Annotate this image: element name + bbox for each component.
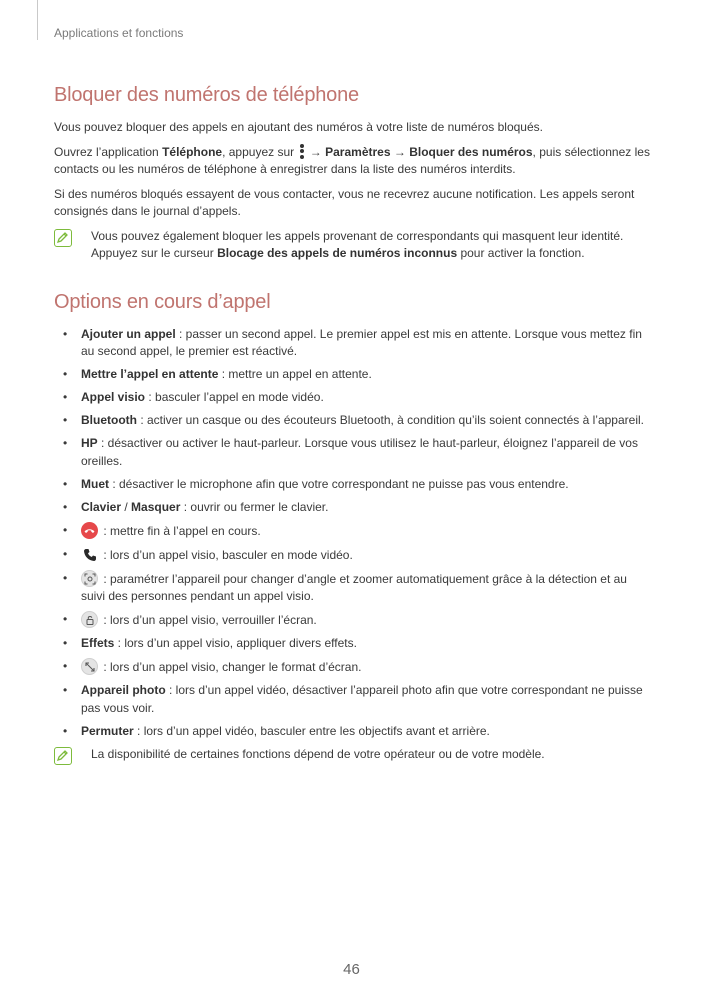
list-item: • : paramétrer l’appareil pour changer d’angle et zoomer automatiquement grâce à la détection et au suivi des personnes pendant un appel visio. xyxy=(63,570,627,603)
app-name-telephone: Téléphone xyxy=(162,144,223,159)
page-number: 46 xyxy=(343,961,360,978)
setting-block-unknown: Blocage des appels de numéros inconnus xyxy=(217,246,458,260)
list-item: • Appareil photo : lors d’un appel vidéo, désactiver l’appareil photo afin que votre correspondant ne puisse pas vous voir. xyxy=(63,683,643,715)
list-item: • Muet : désactiver le microphone afin que votre correspondant ne puisse pas vous entendre. xyxy=(63,476,569,491)
page-content xyxy=(54,84,650,764)
section-title-call-options: Options en cours d’appel xyxy=(54,290,271,313)
call-options-list xyxy=(54,326,650,741)
note-pencil-icon xyxy=(54,747,72,765)
end-call-icon xyxy=(81,522,98,539)
note-availability: La disponibilité de certaines fonctions dépend de votre opérateur ou de votre modèle. xyxy=(54,746,650,764)
margin-rule xyxy=(37,0,38,40)
menu-settings: Paramètres xyxy=(325,144,391,159)
more-options-icon xyxy=(299,144,304,159)
note-unknown-numbers: Vous pouvez également bloquer les appels provenant de correspondants qui masquent leur identité. Appuyez sur le curseur Blocage des appels de numéros inconnus pour activer la fonction. xyxy=(54,228,650,263)
note-pencil-icon xyxy=(54,229,72,247)
list-item: • Bluetooth : activer un casque ou des écouteurs Bluetooth, à condition qu’ils soient connectés à l’appareil. xyxy=(63,413,644,427)
list-item: • HP : désactiver ou activer le haut-parleur. Lorsque vous utilisez le haut-parleur, éloignez l’appareil de vos oreilles. xyxy=(63,436,638,468)
aspect-ratio-icon xyxy=(81,658,98,675)
list-item: • Appel visio : basculer l’appel en mode vidéo. xyxy=(63,390,324,404)
list-item: • Mettre l’appel en attente : mettre un appel en attente. xyxy=(63,367,372,381)
list-item: • Ajouter un appel : passer un second appel. Le premier appel est mis en attente. Lorsque vous mettez fin au second appel, le premier est réactivé. xyxy=(63,326,642,358)
phone-icon xyxy=(81,546,98,563)
list-item: • Effets : lors d’un appel visio, appliquer divers effets. xyxy=(63,636,357,650)
paragraph-blocked-info: Si des numéros bloqués essayent de vous contacter, vous ne recevrez aucune notification. Les appels seront consignés dans le journal d’appels. xyxy=(54,186,635,218)
paragraph-intro: Vous pouvez bloquer des appels en ajoutant des numéros à votre liste de numéros bloqués. xyxy=(54,120,543,134)
list-item: • : lors d’un appel visio, verrouiller l’écran. xyxy=(63,612,317,627)
lock-icon xyxy=(81,611,98,628)
auto-framing-icon xyxy=(81,570,98,587)
list-item: • : lors d’un appel visio, changer le format d’écran. xyxy=(63,659,362,674)
paragraph-instructions: Ouvrez l’application Téléphone, appuyez sur → Paramètres → Bloquer des numéros, puis sélectionnez les contacts ou les numéros de téléphone à enregistrer dans la liste des numéros interdits. xyxy=(54,144,650,176)
list-item: • : mettre fin à l’appel en cours. xyxy=(63,522,261,538)
list-item: • : lors d’un appel visio, basculer en mode vidéo. xyxy=(63,546,353,562)
list-item: • Clavier / Masquer : ouvrir ou fermer le clavier. xyxy=(63,499,329,514)
list-item: • Permuter : lors d’un appel vidéo, basculer entre les objectifs avant et arrière. xyxy=(63,723,490,738)
section-title-block-numbers: Bloquer des numéros de téléphone xyxy=(54,84,359,106)
page-header: Applications et fonctions xyxy=(54,26,184,40)
menu-block-numbers: Bloquer des numéros xyxy=(409,144,533,159)
